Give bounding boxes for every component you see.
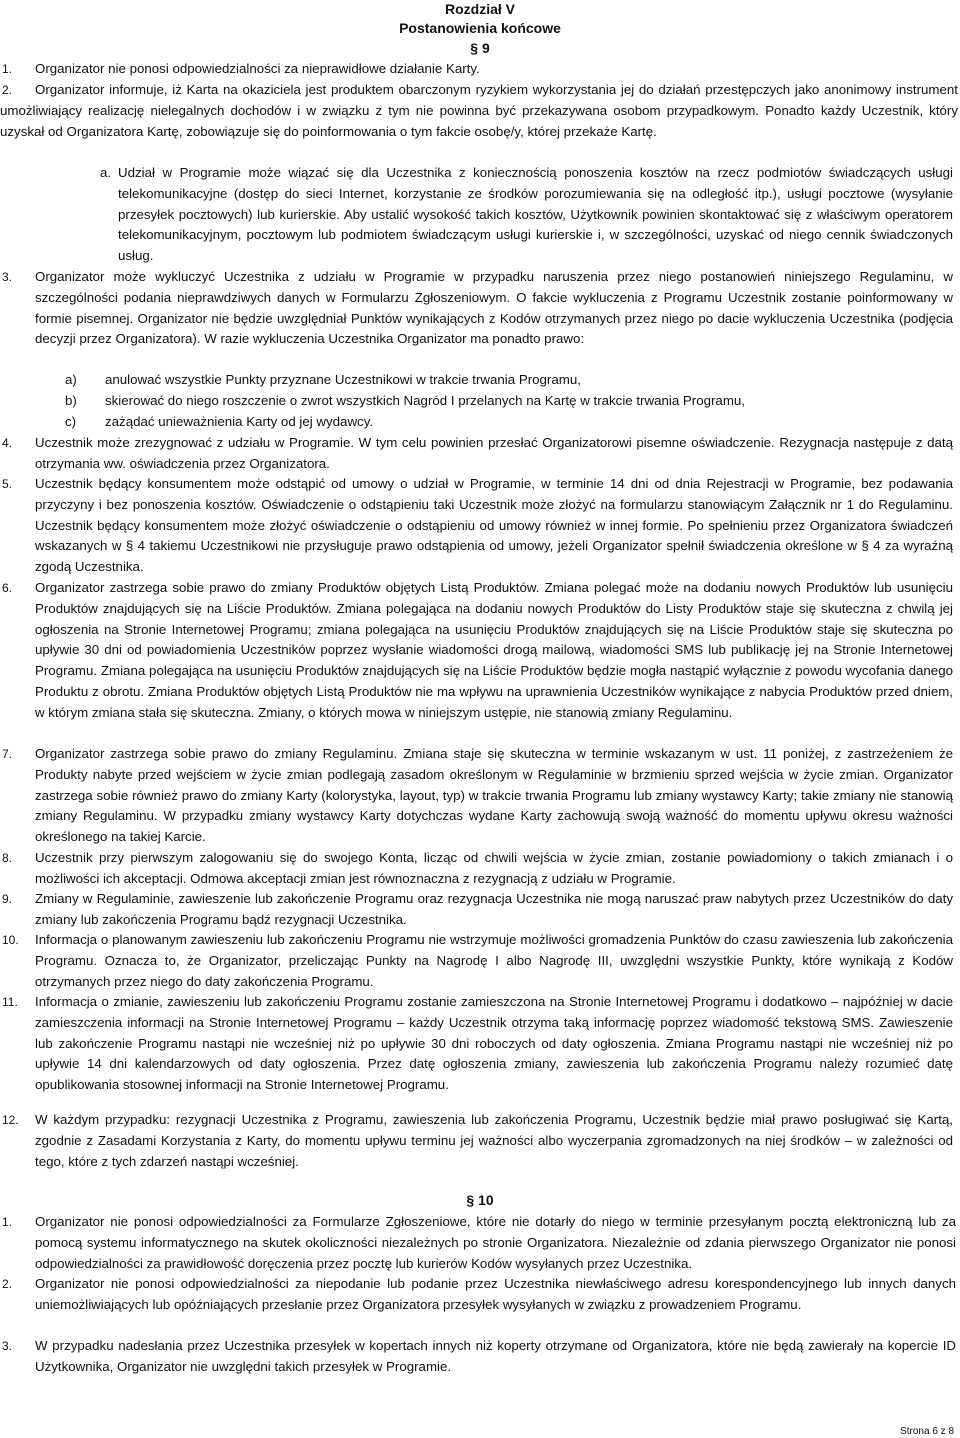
- item-number: 8.: [2, 851, 13, 865]
- item-number: 1.: [2, 62, 13, 76]
- item-number: 12.: [2, 1113, 19, 1127]
- section-heading: § 9: [470, 40, 490, 56]
- item-number: 3.: [2, 270, 13, 284]
- item-number: 7.: [2, 747, 13, 761]
- item-text: Uczestnik będący konsumentem może odstąpić od umowy o udział w Programie, w terminie 14 dni od dnia Rejestracji w Programie, bez podawania przyczyny i bez ponoszenia kosztów. Oświadczenie o odstąpieniu taki Uczestnik może złożyć na formularzu stanowiącym Załącznik nr 1 do Regulaminu. Uczestnik będący konsumentem może złożyć oświadczenie o odstąpieniu od umowy również w innej formie. Po spełnieniu przez Organizatora świadczeń wskazanych w § 4 takiemu Uczestnikowi nie przysługuje prawo odstąpienia od umowy, jeżeli Organizator spełnił świadczenia określone w § 4 za wyraźną zgodą Uczestnika.: [35, 476, 953, 575]
- item-text: Informacja o zmianie, zawieszeniu lub zakończeniu Programu zostanie zamieszczona na Stronie Internetowej Programu i dodatkowo – najpóźniej w dacie zamieszczenia informacji na Stronie Internetowej Programu – każdy Uczestnik otrzyma taką informację poprzez wiadomość tekstową SMS. Zawieszenie lub zakończenie Programu nastąpi nie wcześniej niż po upływie 30 dni roboczych od daty ogłoszenia. Zmiana Programu nastąpi nie wcześniej niż po upływie 14 dni kalendarzowych od daty ogłoszenia. Przez datę ogłoszenia zmiany, zawieszenia lub zakończenia Programu należy rozumieć datę opublikowania stosownej informacji na Stronie Internetowej Programu.: [35, 994, 953, 1093]
- item-number: 10.: [2, 933, 19, 947]
- item-number: 5.: [2, 477, 13, 491]
- item-text: W przypadku nadesłania przez Uczestnika przesyłek w kopertach innych niż koperty otrzymane od Organizatora, które nie będą zawierały na kopercie ID Użytkownika, Organizator nie uwzględni takich przesyłek w Programie.: [35, 1338, 956, 1374]
- item-text: Organizator nie ponosi odpowiedzialności za niepodanie lub podanie przez Uczestnika niewłaściwego adresu korespondencyjnego lub innych danych uniemożliwiających lub opóźniających przesłanie przez Organizatora przesyłek wysyłanych w związku z prowadzeniem Programu.: [35, 1276, 956, 1312]
- item-text: Uczestnik przy pierwszym zalogowaniu się do swojego Konta, licząc od chwili wejścia w życie zmian, zostanie powiadomiony o takich zmianach i o możliwości ich akceptacji. Odmowa akceptacji zmian jest równoznaczna z rezygnacją z udziału w Programie.: [35, 850, 953, 886]
- item-number: 2.: [2, 1277, 13, 1291]
- sub-item-text: skierować do niego roszczenie o zwrot wszystkich Nagród I przelanych na Kartę w trakcie trwania Programu,: [105, 393, 745, 408]
- sub-item-text: zażądać unieważnienia Karty od jej wydawcy.: [105, 414, 374, 429]
- item-text: W każdym przypadku: rezygnacji Uczestnika z Programu, zawieszenia lub zakończenia Programu, Uczestnik będzie miał prawo posługiwać się Kartą, zgodnie z Zasadami Korzystania z Karty, do momentu upływu terminu jej ważności albo wyczerpania zgromadzonych na niej środków – w zależności od tego, które z tych zdarzeń nastąpi wcześniej.: [35, 1112, 953, 1169]
- item-text: Organizator może wykluczyć Uczestnika z udziału w Programie w przypadku naruszenia przez niego postanowień niniejszego Regulaminu, w szczególności podania nieprawdziwych danych w Formularzu Zgłoszeniowym. O fakcie wykluczenia z Programu Uczestnik zostanie poinformowany w formie pisemnej. Organizator nie będzie uwzględniał Punktów wynikających z Kodów otrzymanych przez niego po dacie wykluczenia Uczestnika (podjęcia decyzji przez Organizatora). W razie wykluczenia Uczestnika Organizator ma ponadto prawo:: [35, 269, 953, 347]
- item-text: Organizator zastrzega sobie prawo do zmiany Produktów objętych Listą Produktów. Zmiana polegać może na dodaniu nowych Produktów lub usunięciu Produktów znajdujących się na Liście Produktów. Zmiana polegająca na dodaniu nowych Produktów do Listy Produktów staje się skuteczna z chwilą jej ogłoszenia na Stronie Internetowej Programu; zmiana polegająca na usunięciu Produktów znajdujących się na Liście Produktów staje się skuteczna po upływie 30 dni od powiadomienia Uczestników poprzez wysłanie wiadomości drogą mailową, wiadomości SMS lub publikację jej na Stronie Internetowej Programu. Zmiana polegająca na usunięciu Produktów znajdujących się na Liście Produktów będzie mogła nastąpić wyłącznie z powodu wycofania danego Produktu z obrotu. Zmiana Produktów objętych Listą Produktów nie ma wpływu na uprawnienia Uczestników wynikające z nabycia Produktów przed dniem, w którym zmiana stała się skuteczna. Zmiany, o których mowa w niniejszym ustępie, nie stanowią zmiany Regulaminu.: [35, 580, 953, 720]
- item-text: Organizator nie ponosi odpowiedzialności za nieprawidłowe działanie Karty.: [35, 61, 480, 76]
- item-number: 6.: [2, 581, 13, 595]
- item-text: Uczestnik może zrezygnować z udziału w Programie. W tym celu powinien przesłać Organizatorowi pisemne oświadczenie. Rezygnacja następuje z datą otrzymania ww. oświadczenia przez Organizatora.: [35, 435, 953, 471]
- item-text: Organizator nie ponosi odpowiedzialności za Formularze Zgłoszeniowe, które nie dotarły do niego w terminie przesyłanym pocztą elektroniczną lub za pomocą systemu informatycznego na skutek okoliczności niezależnych po stronie Organizatora. Niezależnie od zdania pierwszego Organizator nie ponosi odpowiedzialności za prawidłowość doręczenia przez pocztę lub kurierów Kodów wysyłanych przez Uczestnika.: [35, 1214, 956, 1271]
- page-number: Strona 6 z 8: [900, 1426, 954, 1437]
- chapter-heading: Rozdział V: [444, 1, 515, 17]
- item-text: Informacja o planowanym zawieszeniu lub zakończeniu Programu nie wstrzymuje możliwości gromadzenia Punktów do czasu zawieszenia lub zakończenia Programu. Oznacza to, że Organizator, przeliczając Punkty na Nagrodę I albo Nagrodę III, uwzględni wszystkie Punkty, które wynikają z Kodów otrzymanych przez niego do daty zakończenia Programu.: [35, 932, 953, 989]
- item-number: 2.: [2, 83, 13, 97]
- sub-item-label: c): [65, 414, 77, 429]
- item-number: 11.: [2, 995, 18, 1009]
- item-text: Zmiany w Regulaminie, zawieszenie lub zakończenie Programu oraz rezygnacja Uczestnika nie mogą naruszać praw nabytych przez Uczestników do daty zmiany lub zakończenia Programu bądź rezygnacji Uczestnika.: [35, 891, 953, 927]
- sub-item-label: a.: [100, 165, 112, 180]
- item-text: Organizator informuje, iż Karta na okaziciela jest produktem obarczonym ryzykiem wykorzystania jej do działań przestępczych jako anonimowy instrument umożliwiający realizację nielegalnych dochodów i w związku z tym nie powinna być przekazywana osobom przypadkowym. Ponadto każdy Uczestnik, który uzyskał od Organizatora Kartę, zobowiązuje się do poinformowania o tym fakcie osobę/y, której przekaże Kartę.: [0, 82, 958, 139]
- item-number: 4.: [2, 436, 13, 450]
- chapter-title: Postanowienia końcowe: [399, 20, 561, 36]
- section-heading: § 10: [466, 1192, 494, 1208]
- item-number: 9.: [2, 892, 13, 906]
- sub-item-label: b): [65, 393, 77, 408]
- sub-item-text: Udział w Programie może wiązać się dla Uczestnika z koniecznością ponoszenia kosztów na rzecz podmiotów świadczących usługi telekomunikacyjne (dostęp do sieci Internet, korzystanie ze środków porozumiewania się na odległość itp.), usługi pocztowe (wysyłanie przesyłek pocztowych) lub kurierskie. Aby ustalić wysokość takich kosztów, Użytkownik powinien skontaktować się z właściwym operatorem telekomunikacyjnym, pocztowym lub podmiotem świadczącym usługi kurierskie i, w szczególności, uzyskać od niego cennik świadczonych usług.: [118, 165, 953, 264]
- item-number: 3.: [2, 1339, 13, 1353]
- sub-item-label: a): [65, 372, 77, 387]
- item-text: Organizator zastrzega sobie prawo do zmiany Regulaminu. Zmiana staje się skuteczna w terminie wskazanym w ust. 11 poniżej, z zastrzeżeniem że Produkty nabyte przed wejściem w życie zmian podlegają zasadom określonym w Regulaminie w brzmieniu sprzed wejścia w życie zmian. Organizator zastrzega sobie również prawo do zmiany Karty (kolorystyka, layout, typ) w trakcie trwania Programu lub zmiany wystawcy Karty; takie zmiany nie stanowią zmiany Regulaminu. W przypadku zmiany wystawcy Karty dotychczas wydane Karty zachowują swoją ważność do momentu upływu okresu ważności określonego na takiej Karcie.: [35, 746, 953, 845]
- item-number: 1.: [2, 1215, 13, 1229]
- sub-item-text: anulować wszystkie Punkty przyznane Uczestnikowi w trakcie trwania Programu,: [105, 372, 581, 387]
